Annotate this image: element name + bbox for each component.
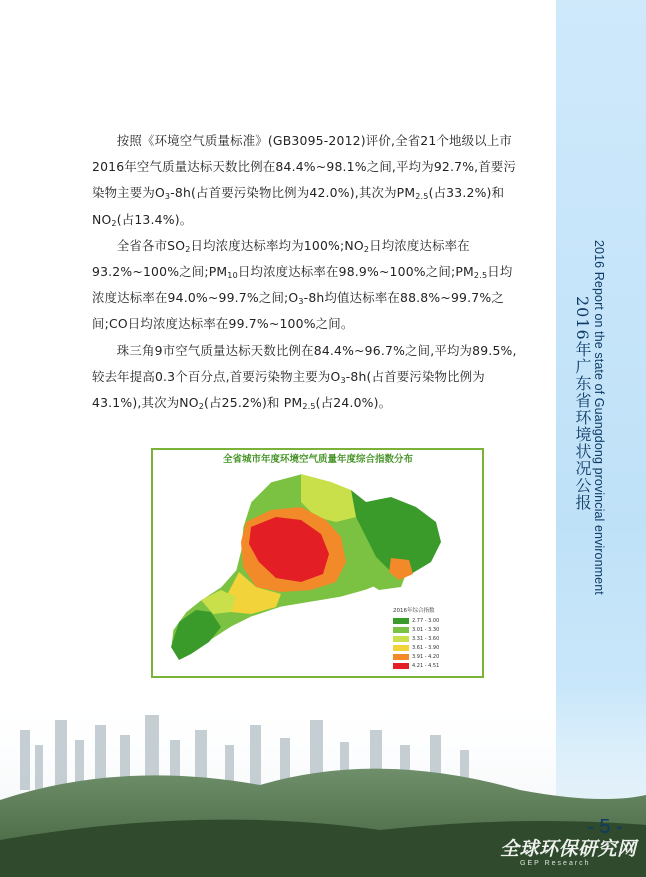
legend-swatch [393,636,409,642]
page-number: - 5 - [587,816,623,838]
sidebar-chinese-title: 2016年广东省环境状况公报 [573,296,592,511]
sidebar-english-title: 2016 Report on the state of Guangdong provincial environment [592,240,606,595]
region-west [171,610,221,660]
map-title: 全省城市年度环境空气质量年度综合指数分布 [195,451,441,465]
legend-swatch [393,645,409,651]
map-legend [393,606,483,670]
paragraph-2: 全省各市$SO_2$日均浓度达标率均为$100\%;NO_2$日均浓度达标率在93.2%~100%之间$;PM_{10}$日均浓度达标率在98.9%~100%之间$;PM_{2.5}$日均浓度达标率在94.0%~99.7%之间$;O_3-8h$均值达标率在88.8%~99.7%之间;CO日均浓度达标率在99.7%~100%之间。 [92,237,513,332]
legend-item: 3.01 - 3.30 [393,625,483,634]
body-text [92,128,522,416]
legend-swatch [393,618,409,624]
paragraph-1: 按照《环境空气质量标准》(GB3095-2012)评价,全省21个地级以上市2016年空气质量达标天数比例在84.4%~98.1%之间,平均为92.7%,首要污染物主要为$O_3-8h$(占首要污染物比例为42.0%),其次为$PM_{2.5}$(占33.2%)和$NO_2$(占13.4%)。 [92,133,517,228]
legend-item: 3.91 - 4.20 [393,652,483,661]
legend-swatch [393,654,409,660]
legend-swatch [393,663,409,669]
watermark-subtitle: GEP Research [520,860,591,867]
legend-item: 3.31 - 3.60 [393,634,483,643]
legend-item: 2.77 - 3.00 [393,616,483,625]
watermark-logo: 全球环保研究网 [500,838,637,860]
legend-title: 2016年综合指数 [393,608,435,614]
legend-item: 4.21 - 4.51 [393,661,483,670]
paragraph-3: 珠三角9市空气质量达标天数比例在84.4%~96.7%之间,平均为89.5%,较去年提高0.3个百分点,首要污染物主要为$O_3-8h$(占首要污染物比例为43.1%),其次为$NO_2$(占25.2%)和 $PM_{2.5}$(占24.0%)。 [92,342,517,412]
legend-item: 3.61 - 3.90 [393,643,483,652]
legend-swatch [393,627,409,633]
